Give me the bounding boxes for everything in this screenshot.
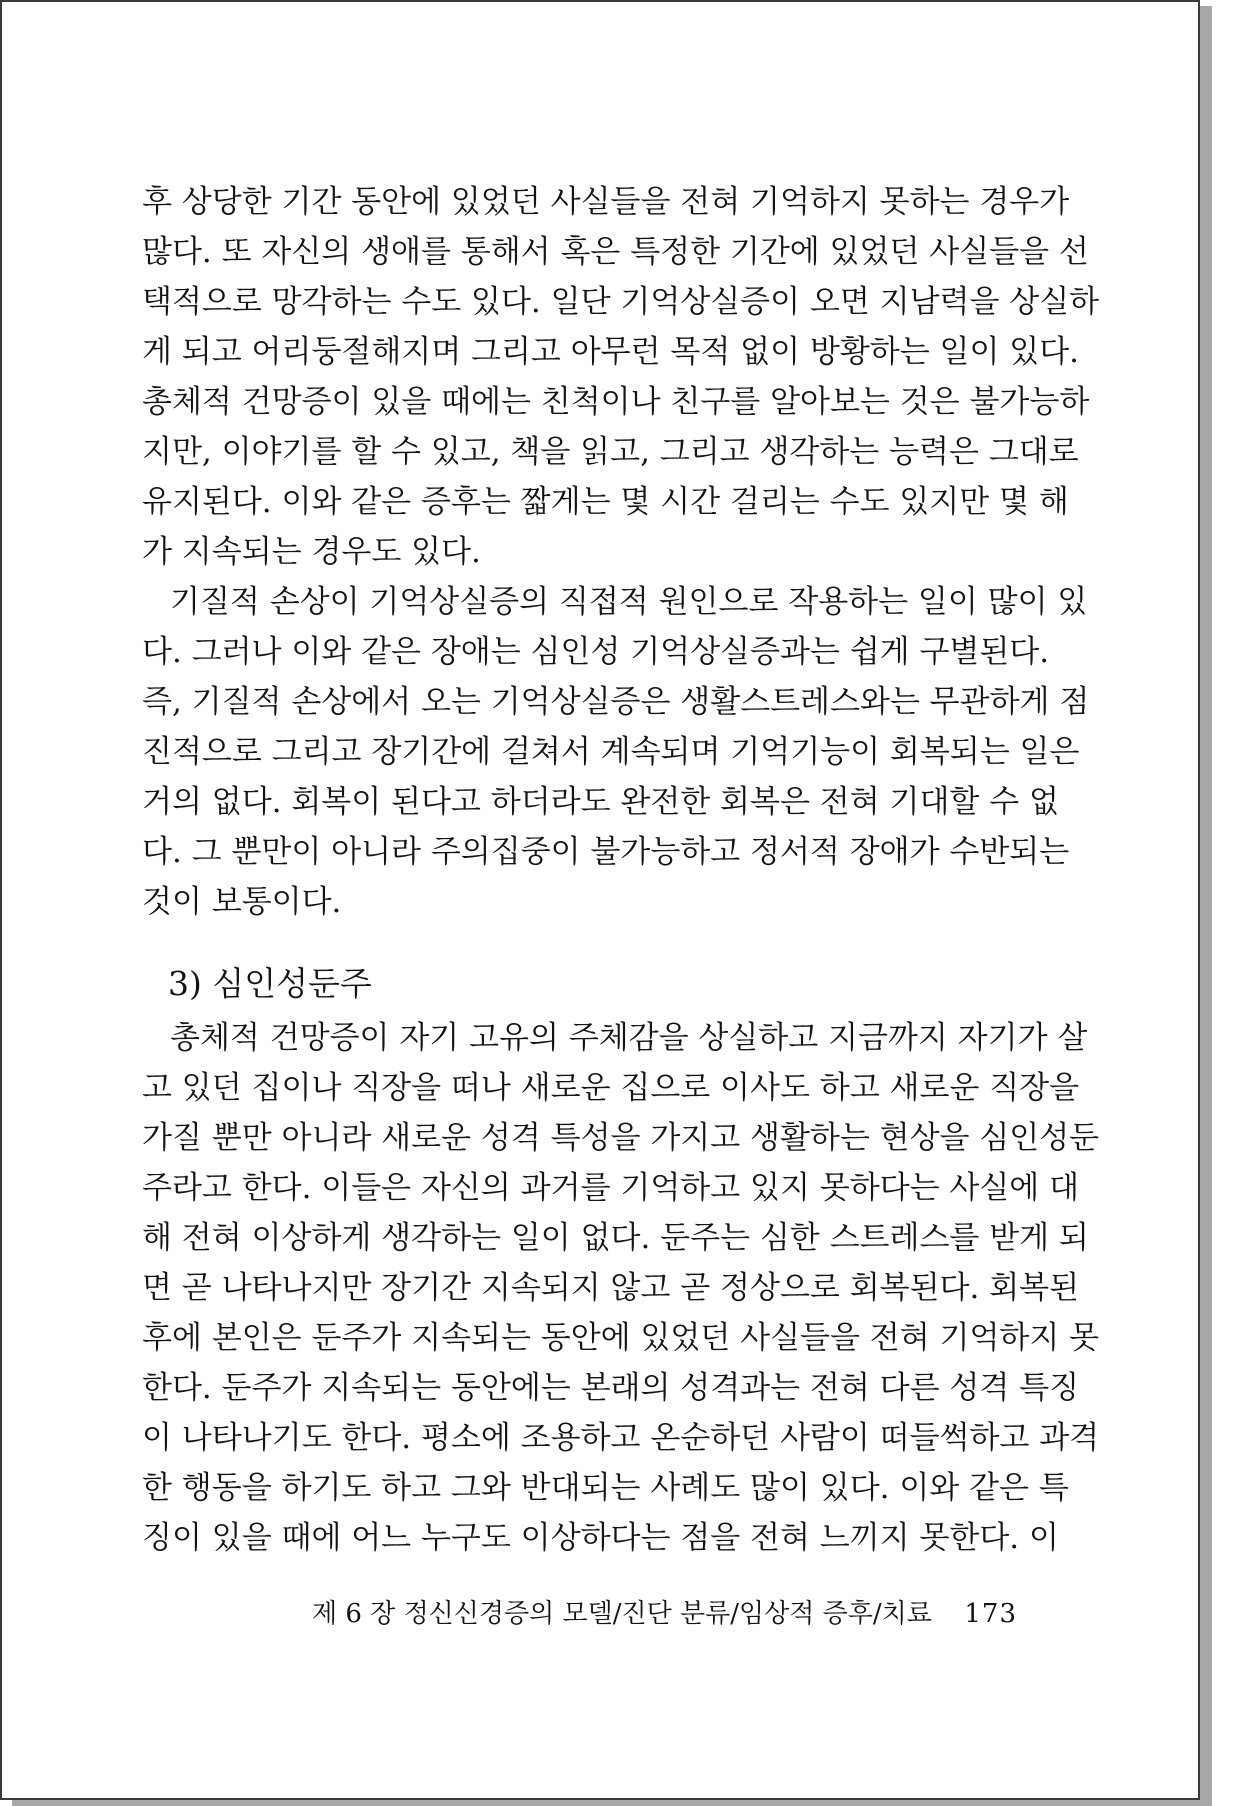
text-line: 택적으로 망각하는 수도 있다. 일단 기억상실증이 오면 지남력을 상실하 — [142, 284, 1100, 320]
text-line: 가질 뿐만 아니라 새로운 성격 특성을 가지고 생활하는 현상을 심인성둔 — [142, 1120, 1100, 1156]
text-line: 기질적 손상이 기억상실증의 직접적 원인으로 작용하는 일이 많이 있 — [170, 584, 1088, 620]
text-line: 주라고 한다. 이들은 자신의 과거를 기억하고 있지 못하다는 사실에 대 — [142, 1170, 1080, 1206]
text-line: 가 지속되는 경우도 있다. — [142, 534, 481, 570]
text-line: 후 상당한 기간 동안에 있었던 사실들을 전혀 기억하지 못하는 경우가 — [142, 184, 1070, 220]
text-line: 진적으로 그리고 장기간에 걸쳐서 계속되며 기억기능이 회복되는 일은 — [142, 734, 1080, 770]
text-line: 고 있던 집이나 직장을 떠나 새로운 집으로 이사도 하고 새로운 직장을 — [142, 1070, 1080, 1106]
text-line: 후에 본인은 둔주가 지속되는 동안에 있었던 사실들을 전혀 기억하지 못 — [142, 1320, 1100, 1356]
text-line: 이 나타나기도 한다. 평소에 조용하고 온순하던 사람이 떠들썩하고 과격 — [142, 1420, 1100, 1456]
running-head: 제 6 장 정신신경증의 모델/진단 분류/임상적 증후/치료 — [312, 1599, 932, 1629]
page-number: 173 — [964, 1599, 1017, 1629]
text-line: 거의 없다. 회복이 된다고 하더라도 완전한 회복은 전혀 기대할 수 없 — [142, 784, 1059, 820]
text-line: 징이 있을 때에 어느 누구도 이상하다는 점을 전혀 느끼지 못한다. 이 — [142, 1520, 1059, 1556]
text-line: 면 곧 나타나지만 장기간 지속되지 않고 곧 정상으로 회복된다. 회복된 — [142, 1270, 1080, 1306]
page-footer — [312, 1594, 1017, 1634]
text-line: 다. 그 뿐만이 아니라 주의집중이 불가능하고 정서적 장애가 수반되는 — [142, 834, 1070, 870]
text-line: 유지된다. 이와 같은 증후는 짧게는 몇 시간 걸리는 수도 있지만 몇 해 — [142, 484, 1069, 520]
text-line: 다. 그러나 이와 같은 장애는 심인성 기억상실증과는 쉽게 구별된다. — [142, 634, 1050, 670]
text-line: 것이 보통이다. — [142, 884, 342, 920]
text-line: 즉, 기질적 손상에서 오는 기억상실증은 생활스트레스와는 무관하게 점 — [142, 684, 1090, 720]
text-line: 총체적 건망증이 자기 고유의 주체감을 상실하고 지금까지 자기가 살 — [170, 1020, 1088, 1056]
paragraph-2 — [142, 577, 1090, 927]
text-line: 한 행동을 하기도 하고 그와 반대되는 사례도 많이 있다. 이와 같은 특 — [142, 1470, 1069, 1506]
text-line: 한다. 둔주가 지속되는 동안에는 본래의 성격과는 전혀 다른 성격 특징 — [142, 1370, 1080, 1406]
text-line: 게 되고 어리둥절해지며 그리고 아무런 목적 없이 방황하는 일이 있다. — [142, 334, 1080, 370]
section-heading: 3) 심인성둔주 — [168, 964, 372, 1003]
text-line: 지만, 이야기를 할 수 있고, 책을 읽고, 그리고 생각하는 능력은 그대로 — [142, 434, 1079, 470]
text-line: 총체적 건망증이 있을 때에는 친척이나 친구를 알아보는 것은 불가능하 — [142, 384, 1090, 420]
paragraph-1 — [142, 177, 1100, 577]
text-line: 많다. 또 자신의 생애를 통해서 혹은 특정한 기간에 있었던 사실들을 선 — [142, 234, 1089, 270]
paragraph-3 — [142, 1013, 1100, 1563]
body-text — [142, 177, 1100, 1563]
text-line: 해 전혀 이상하게 생각하는 일이 없다. 둔주는 심한 스트레스를 받게 되 — [142, 1220, 1089, 1256]
